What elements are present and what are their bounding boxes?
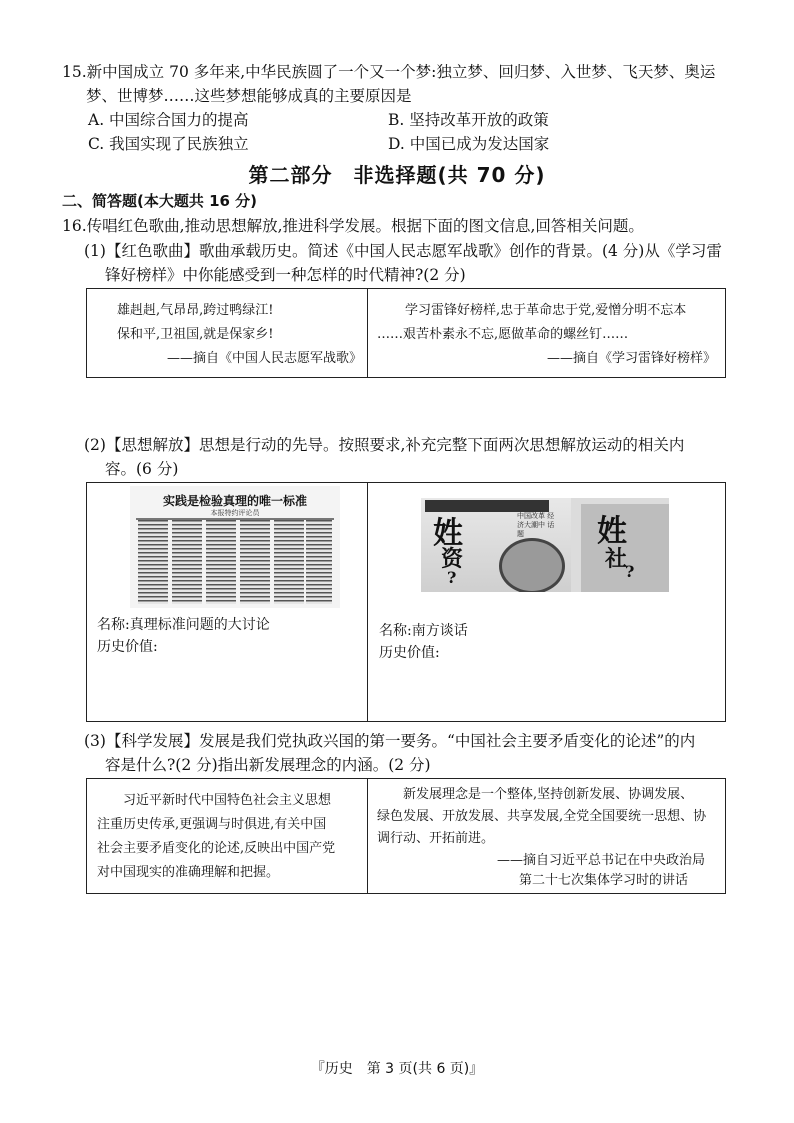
newspaper-column [274, 520, 304, 604]
leifeng-song-line1: 学习雷锋好榜样,忠于革命忠于党,爱憎分明不忘本 [405, 303, 687, 318]
leifeng-song-source: ——摘自《学习雷锋好榜样》 [547, 351, 717, 366]
poster-char-xing-left: 姓 [433, 516, 463, 551]
newspaper-article-image [130, 486, 340, 608]
contradiction-text-line1: 习近平新时代中国特色社会主义思想 [123, 793, 332, 808]
newspaper-column [306, 520, 332, 604]
contradiction-text-line2: 注重历史传承,更强调与时俱进,有关中国 [97, 817, 327, 832]
q16-sub2-line2: 容。(6 分) [105, 460, 179, 478]
q16-sub1-line1: (1)【红色歌曲】歌曲承载历史。简述《中国人民志愿军战歌》创作的背景。(4 分)从《学习雷 [84, 242, 722, 260]
poster-char-xing-right: 姓 [597, 514, 627, 549]
volunteer-song-line1: 雄赳赳,气昂昂,跨过鸭绿江! [117, 303, 274, 318]
poster-char-she: 社 [605, 547, 628, 572]
poster-char-zi: 资 [441, 547, 464, 572]
q15-option-a: A. 中国综合国力的提高 [88, 111, 249, 129]
southern-talks-value-label: 历史价值: [379, 645, 440, 661]
q15-option-c: C. 我国实现了民族独立 [88, 135, 249, 153]
new-concept-source1: ——摘自习近平总书记在中央政治局 [497, 853, 706, 868]
q15-stem-line2: 梦、世博梦……这些梦想能够成真的主要原因是 [86, 87, 412, 105]
q16-sub3-line1: (3)【科学发展】发展是我们党执政兴国的第一要务。“中国社会主要矛盾变化的论述”的内 [84, 732, 696, 750]
q16-sub1-line2: 锋好榜样》中你能感受到一种怎样的时代精神?(2 分) [105, 266, 466, 284]
capitalism-socialism-poster [421, 498, 669, 592]
volunteer-song-line2: 保和平,卫祖国,就是保家乡! [117, 327, 274, 342]
leifeng-song-line2: ……艰苦朴素永不忘,愿做革命的螺丝钉…… [377, 327, 629, 342]
new-concept-source2: 第二十七次集体学习时的讲话 [519, 873, 689, 888]
q16-sub2-line1: (2)【思想解放】思想是行动的先导。按照要求,补充完整下面两次思想解放运动的相关内 [84, 436, 685, 454]
newspaper-column [138, 520, 168, 604]
new-concept-line2: 绿色发展、开放发展、共享发展,全党全国要统一思想、协 [377, 809, 707, 824]
q15-option-b: B. 坚持改革开放的政策 [388, 111, 549, 129]
newspaper-column [206, 520, 236, 604]
q15-stem-line1: 15.新中国成立 70 多年来,中华民族圆了一个又一个梦:独立梦、回归梦、入世梦、飞天梦、奥运 [62, 63, 716, 81]
box-divider [367, 779, 368, 893]
volunteer-song-source: ——摘自《中国人民志愿军战歌》 [167, 351, 363, 366]
scientific-development-box [86, 778, 726, 894]
truth-debate-value-label: 历史价值: [97, 639, 158, 655]
poster-question-right: ? [625, 562, 635, 581]
southern-talks-name: 名称:南方谈话 [379, 623, 468, 639]
poster-question-left: ? [447, 568, 457, 587]
page-footer: 『历史 第 3 页(共 6 页)』 [310, 1061, 484, 1077]
section2-heading: 二、简答题(本大题共 16 分) [62, 192, 258, 210]
newspaper-headline: 实践是检验真理的唯一标准 [162, 494, 307, 508]
q16-intro: 16.传唱红色歌曲,推动思想解放,推进科学发展。根据下面的图文信息,回答相关问题。 [62, 217, 644, 235]
new-concept-line3: 调行动、开拓前进。 [377, 831, 495, 846]
new-concept-line1: 新发展理念是一个整体,坚持创新发展、协调发展、 [403, 787, 694, 802]
clock-graphic [499, 538, 565, 592]
poster-small-text: 中国改革 经济大潮中 话题 [517, 512, 555, 538]
truth-debate-name: 名称:真理标准问题的大讨论 [97, 617, 270, 633]
contradiction-text-line4: 对中国现实的准确理解和把握。 [97, 865, 280, 880]
part2-title: 第二部分 非选择题(共 70 分) [248, 163, 546, 187]
song-lyrics-box [86, 288, 726, 378]
q15-option-d: D. 中国已成为发达国家 [388, 135, 550, 153]
box-divider [367, 289, 368, 377]
contradiction-text-line3: 社会主要矛盾变化的论述,反映出中国产党 [97, 841, 336, 856]
q16-sub3-line2: 容是什么?(2 分)指出新发展理念的内涵。(2 分) [105, 756, 431, 774]
newspaper-byline: 本报特约评论员 [210, 509, 260, 517]
newspaper-column [240, 520, 270, 604]
box-divider [367, 483, 368, 721]
newspaper-column [172, 520, 202, 604]
